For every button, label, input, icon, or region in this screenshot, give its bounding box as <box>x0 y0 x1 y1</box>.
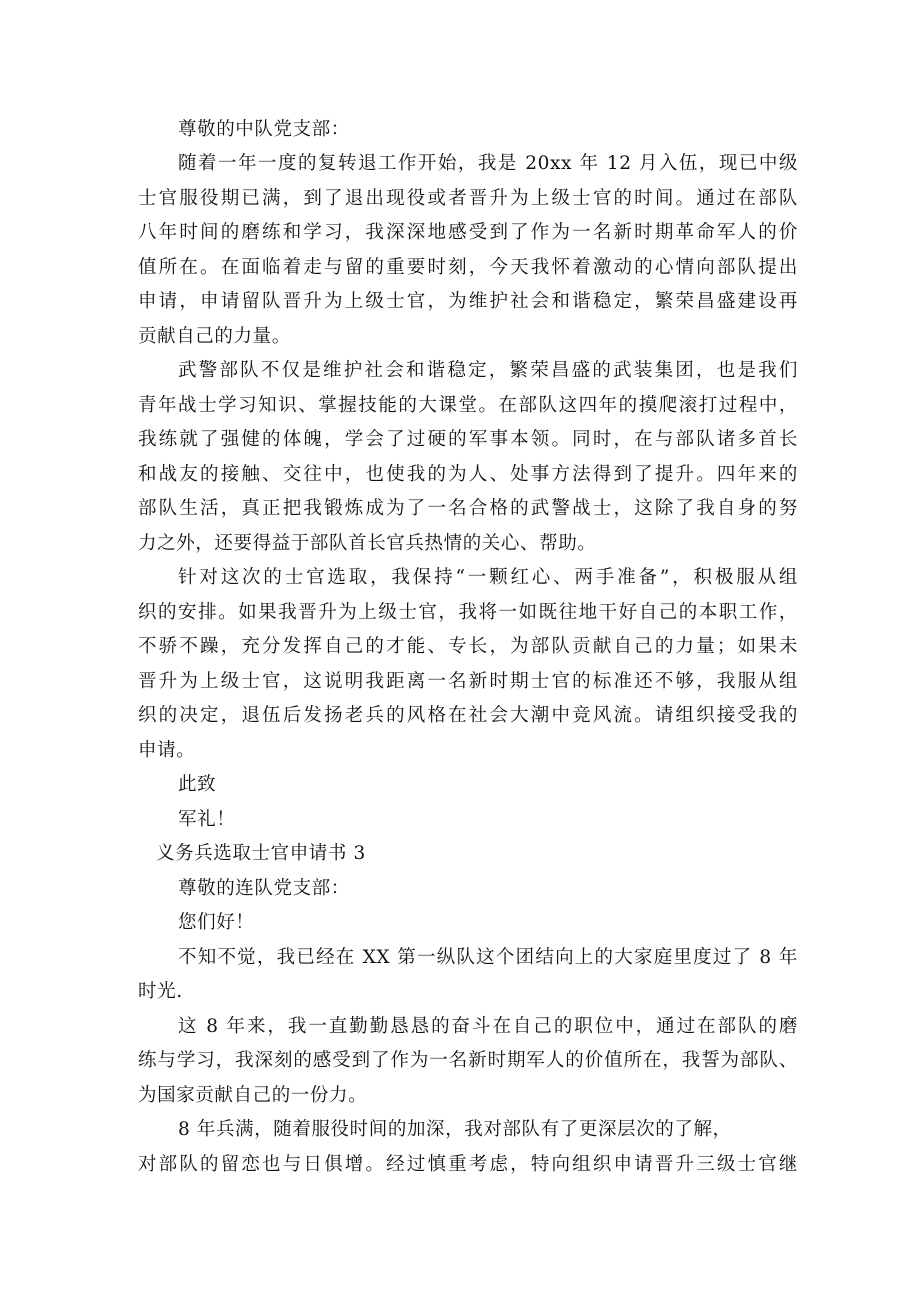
paragraph-1-line: 随着一年一度的复转退工作开始，我是 20xx 年 12 月入伍，现已中级 <box>178 153 798 174</box>
paragraph-1-line: 八年时间的磨练和学习，我深深地感受到了作为一名新时期革命军人的价 <box>138 222 798 243</box>
paragraph-1-line: 申请，申请留队晋升为上级士官，为维护社会和谐稳定，繁荣昌盛建设再 <box>138 291 798 312</box>
paragraph-5-line: 这 8 年来，我一直勤勤恳恳的奋斗在自己的职位中，通过在部队的磨 <box>178 1016 798 1037</box>
paragraph-2-line: 部队生活，真正把我锻炼成为了一名合格的武警战士，这除了我自身的努 <box>138 498 798 519</box>
paragraph-4-line: 时光. <box>138 981 183 1002</box>
paragraph-5-line: 为国家贡献自己的一份力。 <box>138 1085 368 1106</box>
paragraph-2-line: 力之外，还要得益于部队首长官兵热情的关心、帮助。 <box>138 533 597 554</box>
paragraph-6-line: 8 年兵满，随着服役时间的加深，我对部队有了更深层次的了解， <box>178 1119 732 1140</box>
paragraph-4-line: 不知不觉，我已经在 XX 第一纵队这个团结向上的大家庭里度过了 8 年 <box>178 947 798 968</box>
paragraph-1-line: 值所在。在面临着走与留的重要时刻，今天我怀着激动的心情向部队提出 <box>138 257 798 278</box>
paragraph-1-line: 士官服役期已满，到了退出现役或者晋升为上级士官的时间。通过在部队 <box>138 188 798 209</box>
paragraph-2-line: 和战友的接触、交往中，也使我的为人、处事方法得到了提升。四年来的 <box>138 464 798 485</box>
paragraph-3-line: 申请。 <box>138 740 196 761</box>
paragraph-5-line: 练与学习，我深刻的感受到了作为一名新时期军人的价值所在，我誓为部队、 <box>138 1050 798 1071</box>
salutation-2: 尊敬的连队党支部： <box>178 878 350 899</box>
paragraph-3-line: 晋升为上级士官，这说明我距离一名新时期士官的标准还不够，我服从组 <box>138 671 798 692</box>
greeting: 您们好！ <box>178 912 255 933</box>
paragraph-1-line: 贡献自己的力量。 <box>138 326 291 347</box>
paragraph-3-line: 针对这次的士官选取，我保持“一颗红心、两手准备”，积极服从组 <box>178 567 798 588</box>
section-title: 义务兵选取士官申请书 3 <box>156 843 366 864</box>
paragraph-2-line: 青年战士学习知识、掌握技能的大课堂。在部队这四年的摸爬滚打过程中， <box>138 395 798 416</box>
salutation-1: 尊敬的中队党支部： <box>178 119 350 140</box>
closing-salute: 军礼！ <box>178 809 236 830</box>
closing-salutation: 此致 <box>178 774 217 795</box>
paragraph-2-line: 武警部队不仅是维护社会和谐稳定，繁荣昌盛的武装集团，也是我们 <box>178 360 798 381</box>
paragraph-3-line: 不骄不躁，充分发挥自己的才能、专长，为部队贡献自己的力量；如果未 <box>138 636 798 657</box>
paragraph-6-line: 对部队的留恋也与日俱增。经过慎重考虑，特向组织申请晋升三级士官继 <box>138 1154 798 1175</box>
paragraph-3-line: 织的安排。如果我晋升为上级士官，我将一如既往地干好自己的本职工作， <box>138 602 798 623</box>
paragraph-3-line: 织的决定，退伍后发扬老兵的风格在社会大潮中竞风流。请组织接受我的 <box>138 705 798 726</box>
paragraph-2-line: 我练就了强健的体魄，学会了过硬的军事本领。同时，在与部队诸多首长 <box>138 429 798 450</box>
